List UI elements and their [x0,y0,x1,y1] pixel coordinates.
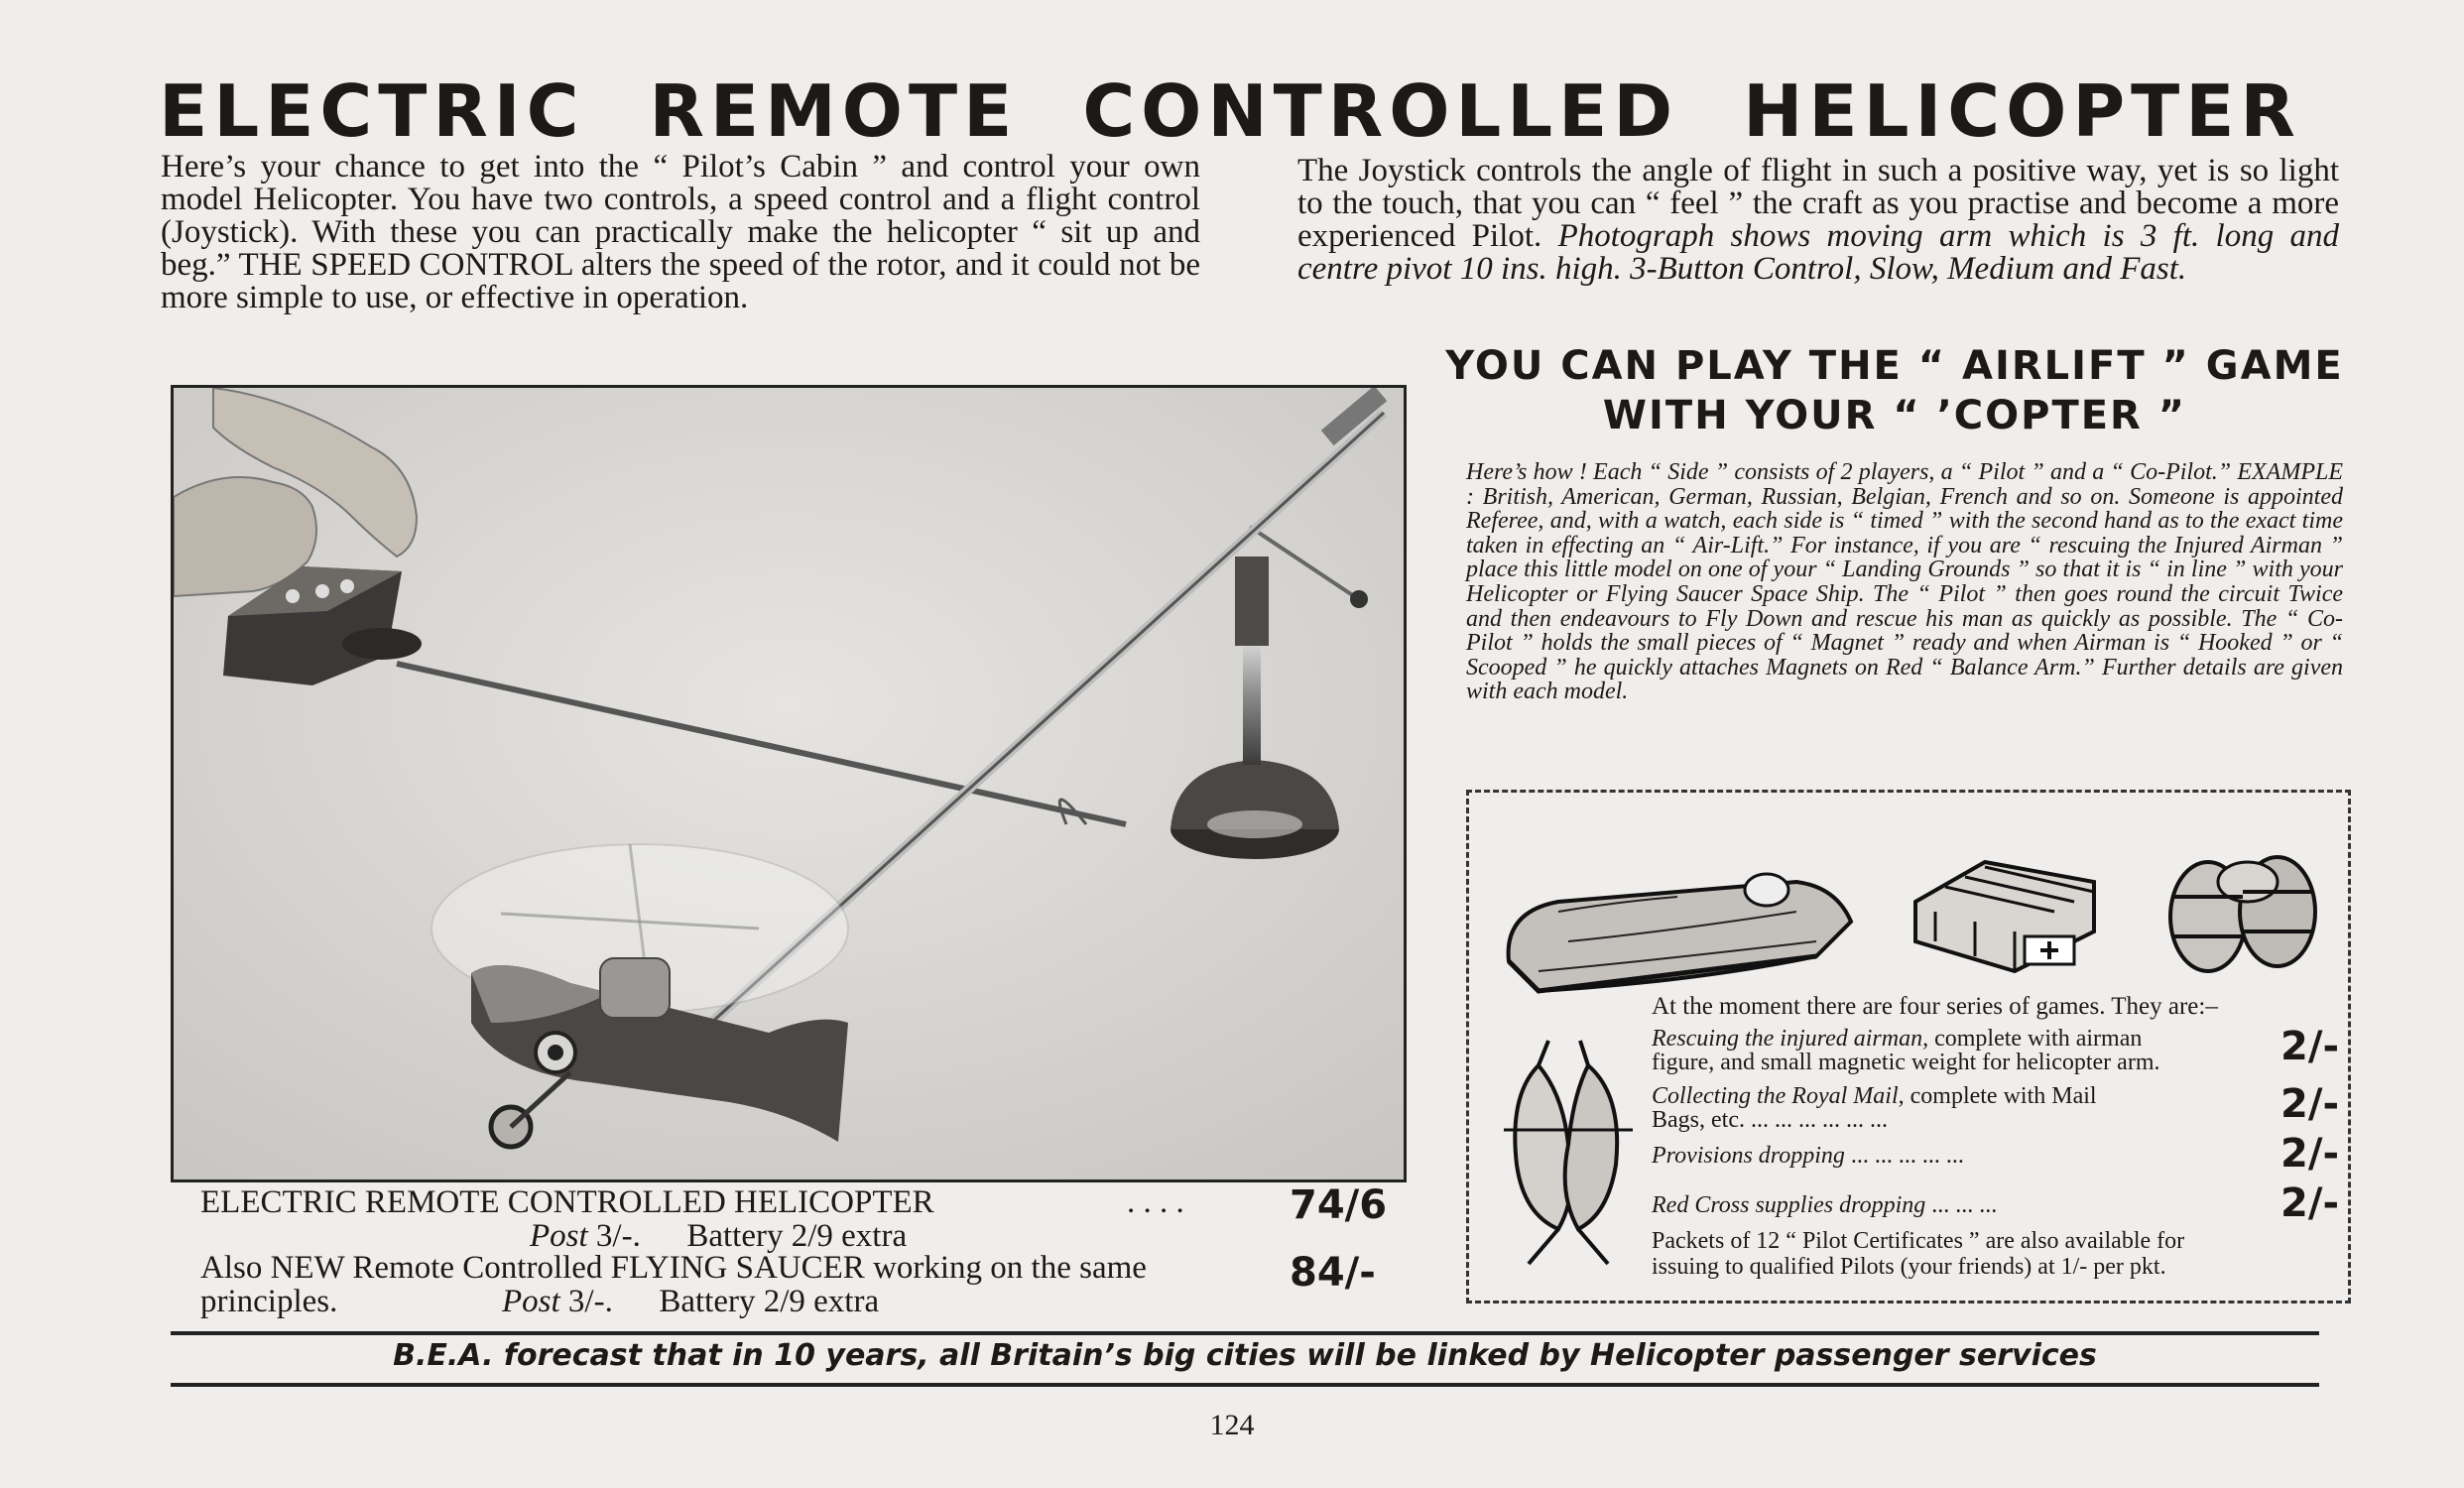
airlift-rules: Here’s how ! Each “ Side ” consists of 2 players, a “ Pilot ” and a “ Co-Pilot.” EXAMPLE : British, American, German, Russian, Belgian, French and so on. Someone is appointed Referee, and, with a watch, each side is “ timed ” with the second hand as to the exact time taken in effecting an “ Air-Lift.” For instance, if you are “ rescuing the Injured Airman ” place this little model on one of your “ Landing Grounds ” so that it is “ in line ” with your Helicopter or Flying Saucer Space Ship. The “ Pilot ” then goes round the circuit Twice and then endeavours to Fly Down and rescue his man as quickly as possible. The “ Co-Pilot ” holds the small pieces of “ Magnet ” ready and when Airman is “ Hooked ” or “ Scooped ” he quickly attaches Magnets on Red “ Balance Arm.” Further details are given with each model. [1466,459,2343,705]
saucer-battery-note: Battery 2/9 extra [659,1284,880,1319]
game-item-1-line2: figure, and small magnetic weight for helicopter arm. [1652,1050,2160,1075]
saucer-price: 84/- [1290,1250,1376,1296]
saucer-line2: principles. [200,1284,338,1319]
game-item-3-title: Provisions dropping [1652,1143,1845,1169]
game-item-4-line1 [1652,1193,1997,1217]
barrels-illustration [2154,842,2332,981]
page-title: ELECTRIC REMOTE CONTROLLED HELICOPTER [159,69,2301,153]
game-item-1-rest: complete with airman [1928,1026,2143,1052]
game-item-2-rest: complete with Mail [1904,1083,2097,1109]
saucer-post-value: 3/-. [567,1284,613,1319]
game-item-1-line1 [1652,1027,2142,1051]
post-value: 3/-. [595,1218,641,1254]
game-item-1-price: 2/- [2280,1024,2340,1069]
product-name: ELECTRIC REMOTE CONTROLLED HELICOPTER [200,1184,934,1220]
certificates-line1: Packets of 12 “ Pilot Certificates ” are also available for [1652,1228,2185,1254]
game-item-2-line2: Bags, etc. ... ... ... ... ... ... [1652,1107,1888,1133]
game-item-2-price: 2/- [2280,1081,2340,1127]
game-item-4-rest: ... ... ... [1925,1192,1998,1218]
saucer-line1: Also NEW Remote Controlled FLYING SAUCER working on the same [200,1250,1147,1286]
supply-crates-illustration [1906,842,2104,981]
injured-airman-illustration [1499,842,1866,1001]
game-item-3-line1 [1652,1144,1964,1168]
post-line [530,1220,907,1253]
game-item-4-price: 2/- [2280,1180,2340,1226]
intro-left-paragraph: Here’s your chance to get into the “ Pilot’s Cabin ” and control your own model Helicopter. You have two controls, a speed control and a flight control (Joystick). With these you can practically make the helicopter “ sit up and beg.” THE SPEED CONTROL alters the speed of the rotor, and it could not be more simple to use, or effective in operation. [161,149,1200,315]
battery-note: Battery 2/9 extra [686,1218,908,1254]
certificates-line2: issuing to qualified Pilots (your friends) at 1/- per pkt. [1652,1254,2166,1280]
mail-bags-illustration [1499,1036,1638,1274]
helicopter-photograph [171,385,1407,1182]
games-box [1466,790,2351,1303]
footer-banner: B.E.A. forecast that in 10 years, all Britain’s big cities will be linked by Helicopter passenger services [393,1338,2097,1373]
product-dots: . . . . [1127,1184,1184,1220]
airlift-heading-line2: WITH YOUR “ ’COPTER ” [1602,393,2187,438]
games-intro: At the moment there are four series of games. They are:– [1652,993,2218,1020]
airlift-heading [1428,341,2361,440]
game-item-2-title: Collecting the Royal Mail, [1652,1083,1905,1109]
intro-right-paragraph [1297,155,2339,286]
helicopter-illustration [174,388,1404,1179]
footer-bottom-rule [171,1383,2319,1387]
post-label: Post [530,1218,588,1254]
game-item-2-line1 [1652,1084,2097,1108]
helicopter-price: 74/6 [1290,1182,1388,1228]
intro-right-italic: Photograph shows moving arm which is 3 ft. long and centre pivot 10 ins. high. 3-Button Control, Slow, Medium and Fast. [1297,218,2339,287]
saucer-post-line [502,1286,879,1318]
intro-right-text: The Joystick controls the angle of flight in such a positive way, yet is so light to the touch, that you can “ feel ” the craft as you practise and become a more experienced Pilot. [1297,153,2339,254]
game-item-4-title: Red Cross supplies dropping [1652,1192,1926,1218]
airlift-heading-line1: YOU CAN PLAY THE “ AIRLIFT ” GAME [1445,343,2344,389]
game-item-1-title: Rescuing the injured airman, [1652,1026,1929,1052]
game-item-3-price: 2/- [2280,1131,2340,1177]
saucer-post-label: Post [502,1284,560,1319]
page-number: 124 [1209,1409,1255,1441]
game-item-3-rest: ... ... ... ... ... [1844,1143,1964,1169]
